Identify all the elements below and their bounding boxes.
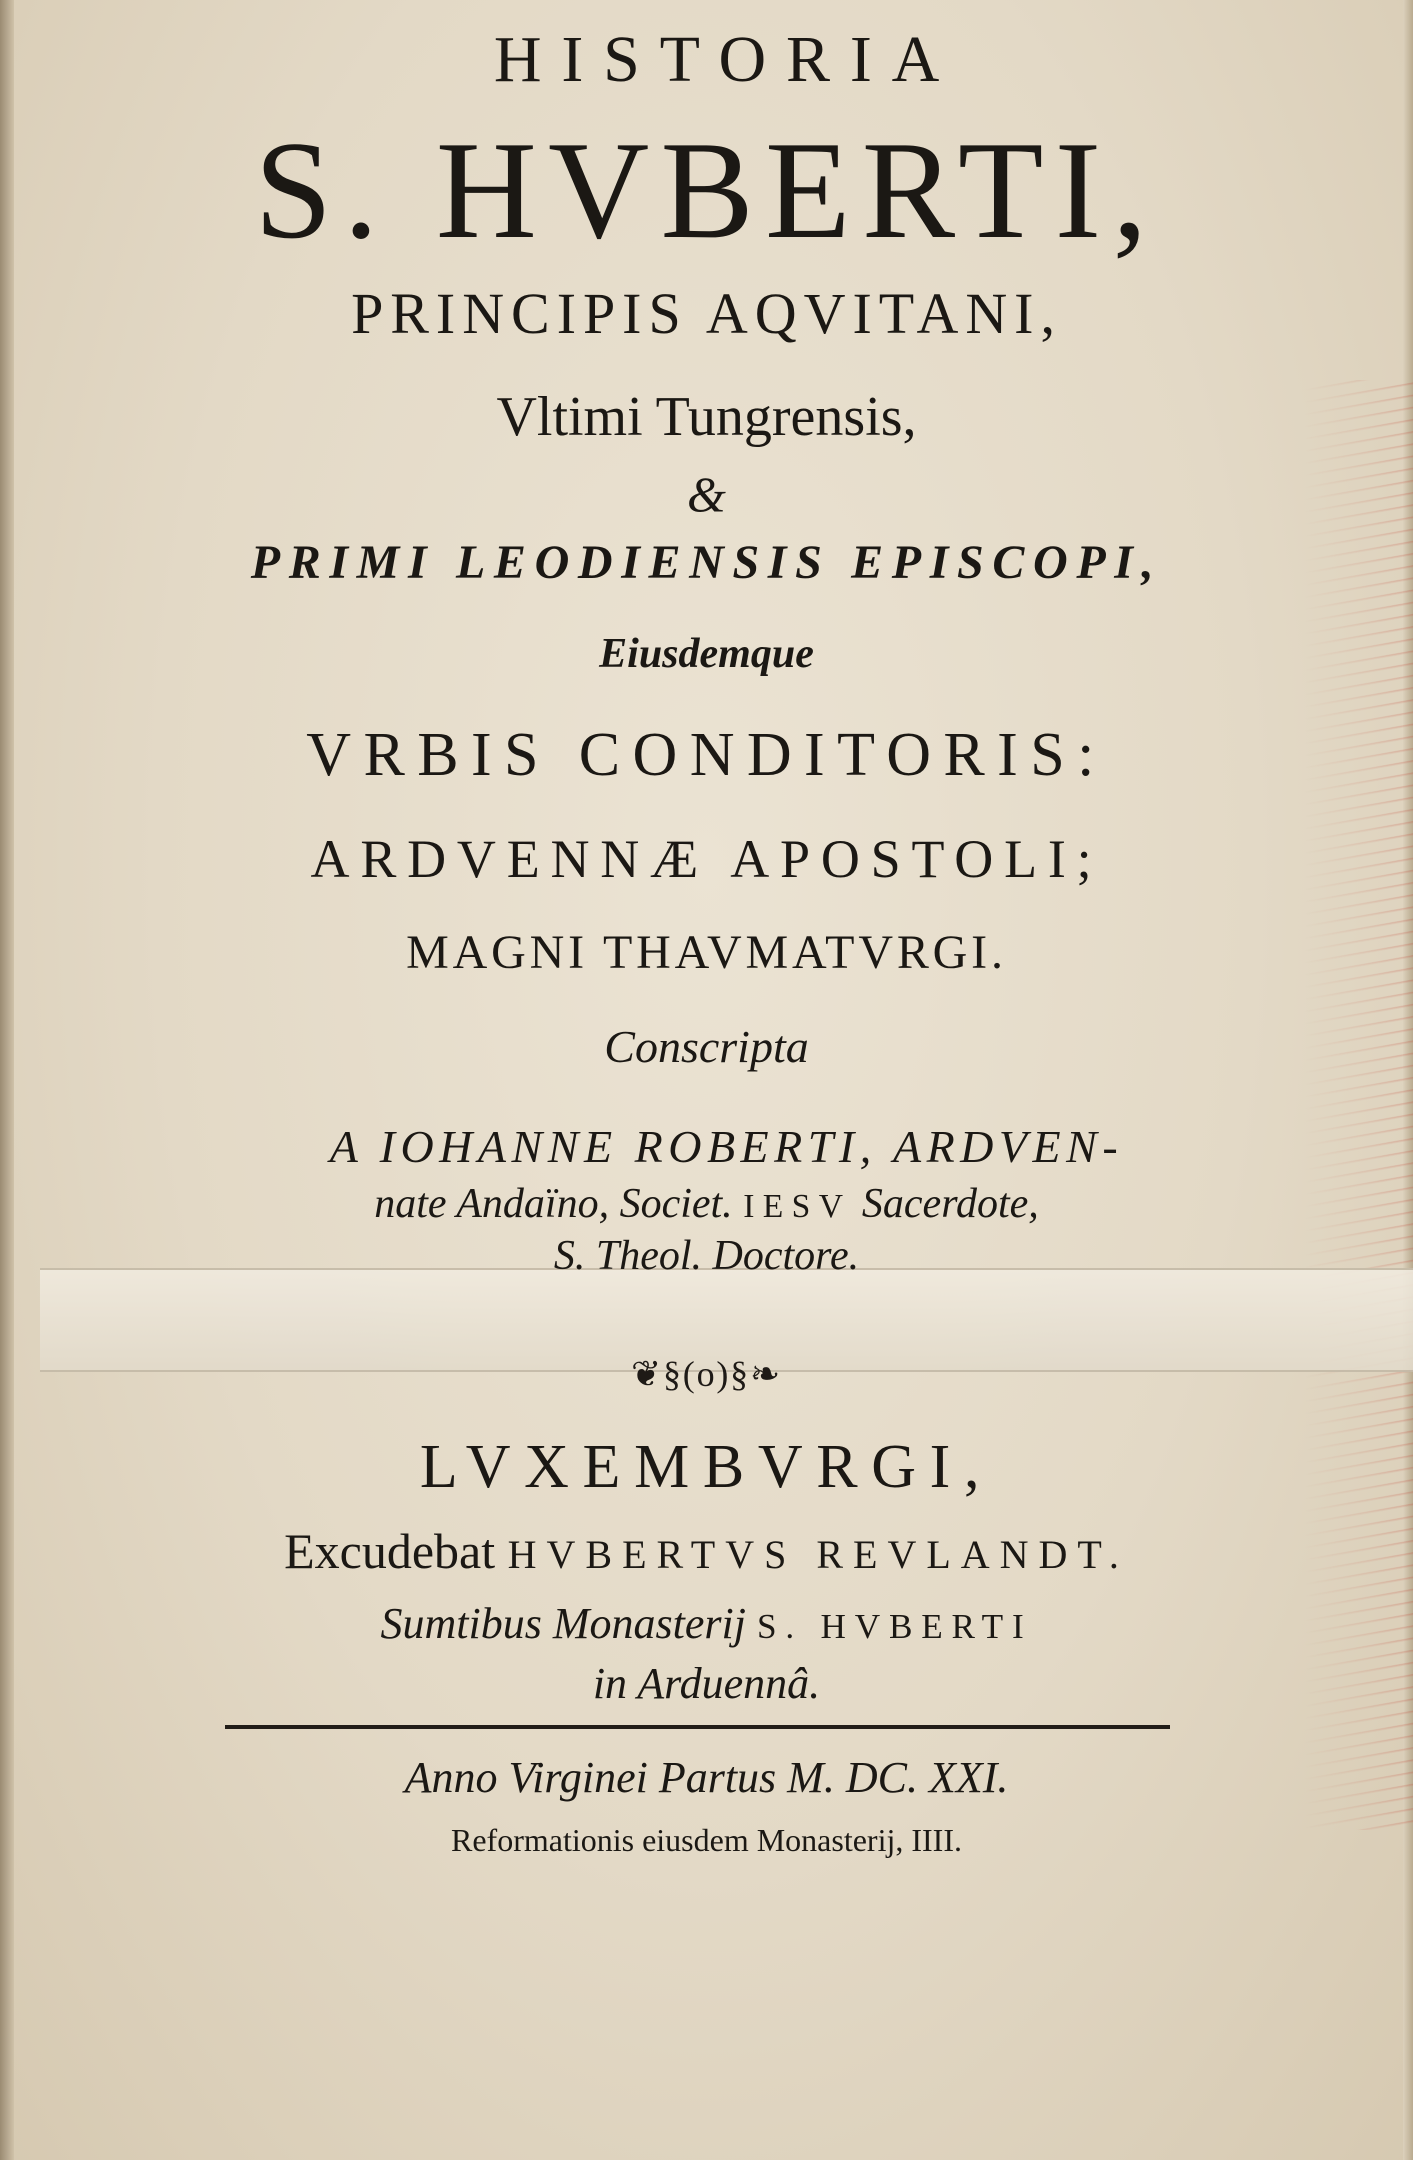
monastery-name: S. HVBERTI [756, 1607, 1033, 1646]
sumtibus-monasterij: Sumtibus Monasterij [380, 1599, 746, 1648]
author-line: A IOHANNE ROBERTI, ARDVEN- [329, 1121, 1124, 1172]
subtitle-principis-aquitani: PRINCIPIS AQVITANI, [351, 281, 1062, 346]
subtitle-arduennae-apostoli: ARDVENNÆ APOSTOLI; [310, 829, 1103, 889]
title-s-huberti: S. HVBERTI, [254, 113, 1159, 268]
subtitle-ultimi-tungrensis: Vltimi Tungrensis, [496, 386, 917, 448]
subtitle-primi-leodiensis: PRIMI LEODIENSIS EPISCOPI, [250, 536, 1163, 589]
excudebat: Excudebat [284, 1523, 496, 1579]
subtitle-urbis-conditoris: VRBIS CONDITORIS: [306, 721, 1107, 789]
reformation-note: Reformationis eiusdem Monasterij, IIII. [451, 1822, 962, 1858]
printer-ornament: ❦§(o)§❧ [631, 1354, 782, 1394]
imprint-arduenna: in Arduennâ. [592, 1659, 821, 1708]
author-sacerdote: Sacerdote, [861, 1181, 1039, 1227]
author-society: IESV [743, 1188, 852, 1225]
imprint-sumtibus [0, 1598, 1413, 1649]
printer-name: HVBERTVS REVLANDT. [507, 1532, 1129, 1577]
horizontal-rule [225, 1725, 1170, 1729]
conscripta: Conscripta [604, 1021, 809, 1072]
author-degree: S. Theol. Doctore. [553, 1233, 860, 1279]
imprint-year: Anno Virginei Partus M. DC. XXI. [404, 1753, 1009, 1802]
ampersand: & [687, 466, 726, 522]
author-affiliation [0, 1180, 1413, 1228]
subtitle-magni-thaumaturgi: MAGNI THAVMATVRGI. [406, 926, 1007, 979]
subtitle-eiusdemque: Eiusdemque [599, 631, 814, 677]
title-historia: HISTORIA [493, 23, 960, 96]
imprint-printer [0, 1522, 1413, 1580]
imprint-place: LVXEMBVRGI, [419, 1433, 994, 1501]
author-origin: nate Andaïno, Societ. [374, 1181, 733, 1227]
